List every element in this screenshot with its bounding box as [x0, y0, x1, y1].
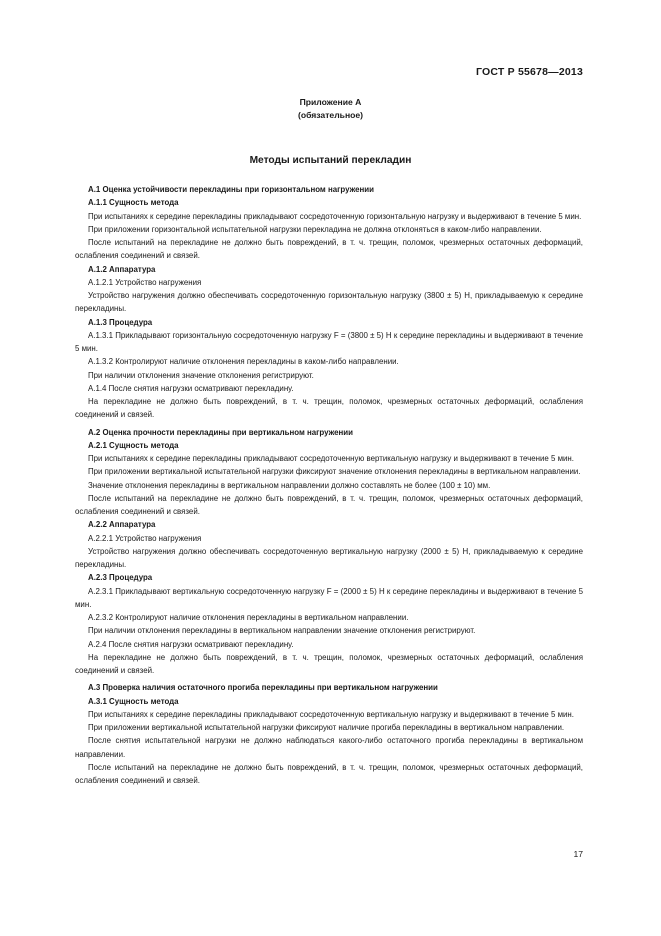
paragraph: После снятия испытательной нагрузки не должно наблюдаться какого-либо остаточного прогиба перекладины в вертикальном направлении.: [75, 736, 583, 759]
paragraph: На перекладине не должно быть повреждений, в т. ч. трещин, поломок, чрезмерных остаточных деформаций, ослабления соединений и связей.: [75, 397, 583, 420]
paragraph: При испытаниях к середине перекладины прикладывают сосредоточенную вертикальную нагрузку и выдерживают в течение 5 мин.: [88, 709, 574, 719]
page-number: 17: [573, 849, 583, 859]
annex-title: Приложение А: [299, 97, 362, 107]
section-heading: А.1 Оценка устойчивости перекладины при горизонтальном нагружении: [88, 185, 374, 194]
paragraph: На перекладине не должно быть повреждений, в т. ч. трещин, поломок, чрезмерных остаточных деформаций, ослабления соединений и связей.: [75, 652, 583, 675]
subsection-heading: А.1.3 Процедура: [88, 317, 153, 327]
subsection-heading: А.3.1 Сущность метода: [88, 696, 179, 706]
annex-status: (обязательное): [297, 110, 364, 120]
paragraph: После испытаний на перекладине не должно быть повреждений, в т. ч. трещин, поломок, чрезмерных остаточных деформаций, ослабления соединений и связей.: [75, 238, 583, 261]
subsection-heading: А.2.2 Аппаратура: [88, 520, 156, 530]
subsection-heading: А.1.1 Сущность метода: [88, 198, 179, 208]
document-body: [75, 183, 583, 787]
section-heading: А.3 Проверка наличия остаточного прогиба перекладины при вертикальном нагружении: [88, 683, 438, 693]
paragraph: При испытаниях к середине перекладины прикладывают сосредоточенную вертикальную нагрузку и выдерживают в течение 5 мин.: [88, 454, 574, 463]
paragraph: При приложении горизонтальной испытательной нагрузки перекладина не должна отклоняться в каком-либо направлении.: [88, 224, 542, 234]
paragraph: При испытаниях к середине перекладины прикладывают сосредоточенную горизонтальную нагрузку и выдерживают в течение 5 мин.: [88, 211, 582, 221]
paragraph: Устройство нагружения должно обеспечивать сосредоточенную горизонтальную нагрузку (3800 ± 5) Н, прикладываемую к середине перекладины.: [75, 291, 583, 314]
document-title: Методы испытаний перекладин: [249, 155, 412, 166]
paragraph: А.1.4 После снятия нагрузки осматривают перекладину.: [88, 383, 294, 393]
paragraph: А.2.4 После снятия нагрузки осматривают перекладину.: [88, 639, 294, 649]
paragraph: Устройство нагружения должно обеспечивать сосредоточенную вертикальную нагрузку (2000 ± 5) Н, прикладываемую к середине перекладины.: [75, 546, 583, 569]
paragraph: При приложении вертикальной испытательной нагрузки фиксируют наличие прогиба перекладины в вертикальном направлении.: [88, 723, 565, 732]
section-heading: А.2 Оценка прочности перекладины при вертикальном нагружении: [88, 427, 353, 437]
paragraph: А.2.3.1 Прикладывают вертикальную сосредоточенную нагрузку F = (2000 ± 5) Н к середине перекладины и выдерживают в течение 5 мин.: [75, 586, 583, 609]
paragraph: Значение отклонения перекладины в вертикальном направлении должно составлять не более (100 ± 10) мм.: [88, 480, 491, 490]
paragraph: После испытаний на перекладине не должно быть повреждений, в т. ч. трещин, поломок, чрезмерных остаточных деформаций, ослабления соединений и связей.: [75, 493, 583, 516]
paragraph: А.1.3.2 Контролируют наличие отклонения перекладины в каком-либо направлении.: [88, 357, 399, 367]
paragraph: После испытаний на перекладине не должно быть повреждений, в т. ч. трещин, поломок, чрезмерных остаточных деформаций, ослабления соединений и связей.: [75, 762, 583, 785]
paragraph: А.2.3.2 Контролируют наличие отклонения перекладины в вертикальном направлении.: [88, 613, 409, 622]
paragraph: При наличии отклонения перекладины в вертикальном направлении значение отклонения регистрируют.: [88, 626, 476, 636]
paragraph: При наличии отклонения значение отклонения регистрируют.: [88, 370, 314, 380]
subsection-heading: А.1.2 Аппаратура: [88, 264, 156, 274]
paragraph: А.2.2.1 Устройство нагружения: [88, 533, 202, 543]
paragraph: При приложении вертикальной испытательной нагрузки фиксируют значение отклонения перекладины в вертикальном направлении.: [88, 467, 581, 477]
standard-number: ГОСТ Р 55678—2013: [475, 66, 583, 78]
subsection-heading: А.2.3 Процедура: [88, 573, 153, 583]
paragraph: А.1.3.1 Прикладывают горизонтальную сосредоточенную нагрузку F = (3800 ± 5) Н к середине перекладины и выдерживают в течение 5 мин.: [75, 330, 583, 353]
subsection-heading: А.2.1 Сущность метода: [88, 440, 179, 450]
paragraph: А.1.2.1 Устройство нагружения: [88, 277, 202, 287]
